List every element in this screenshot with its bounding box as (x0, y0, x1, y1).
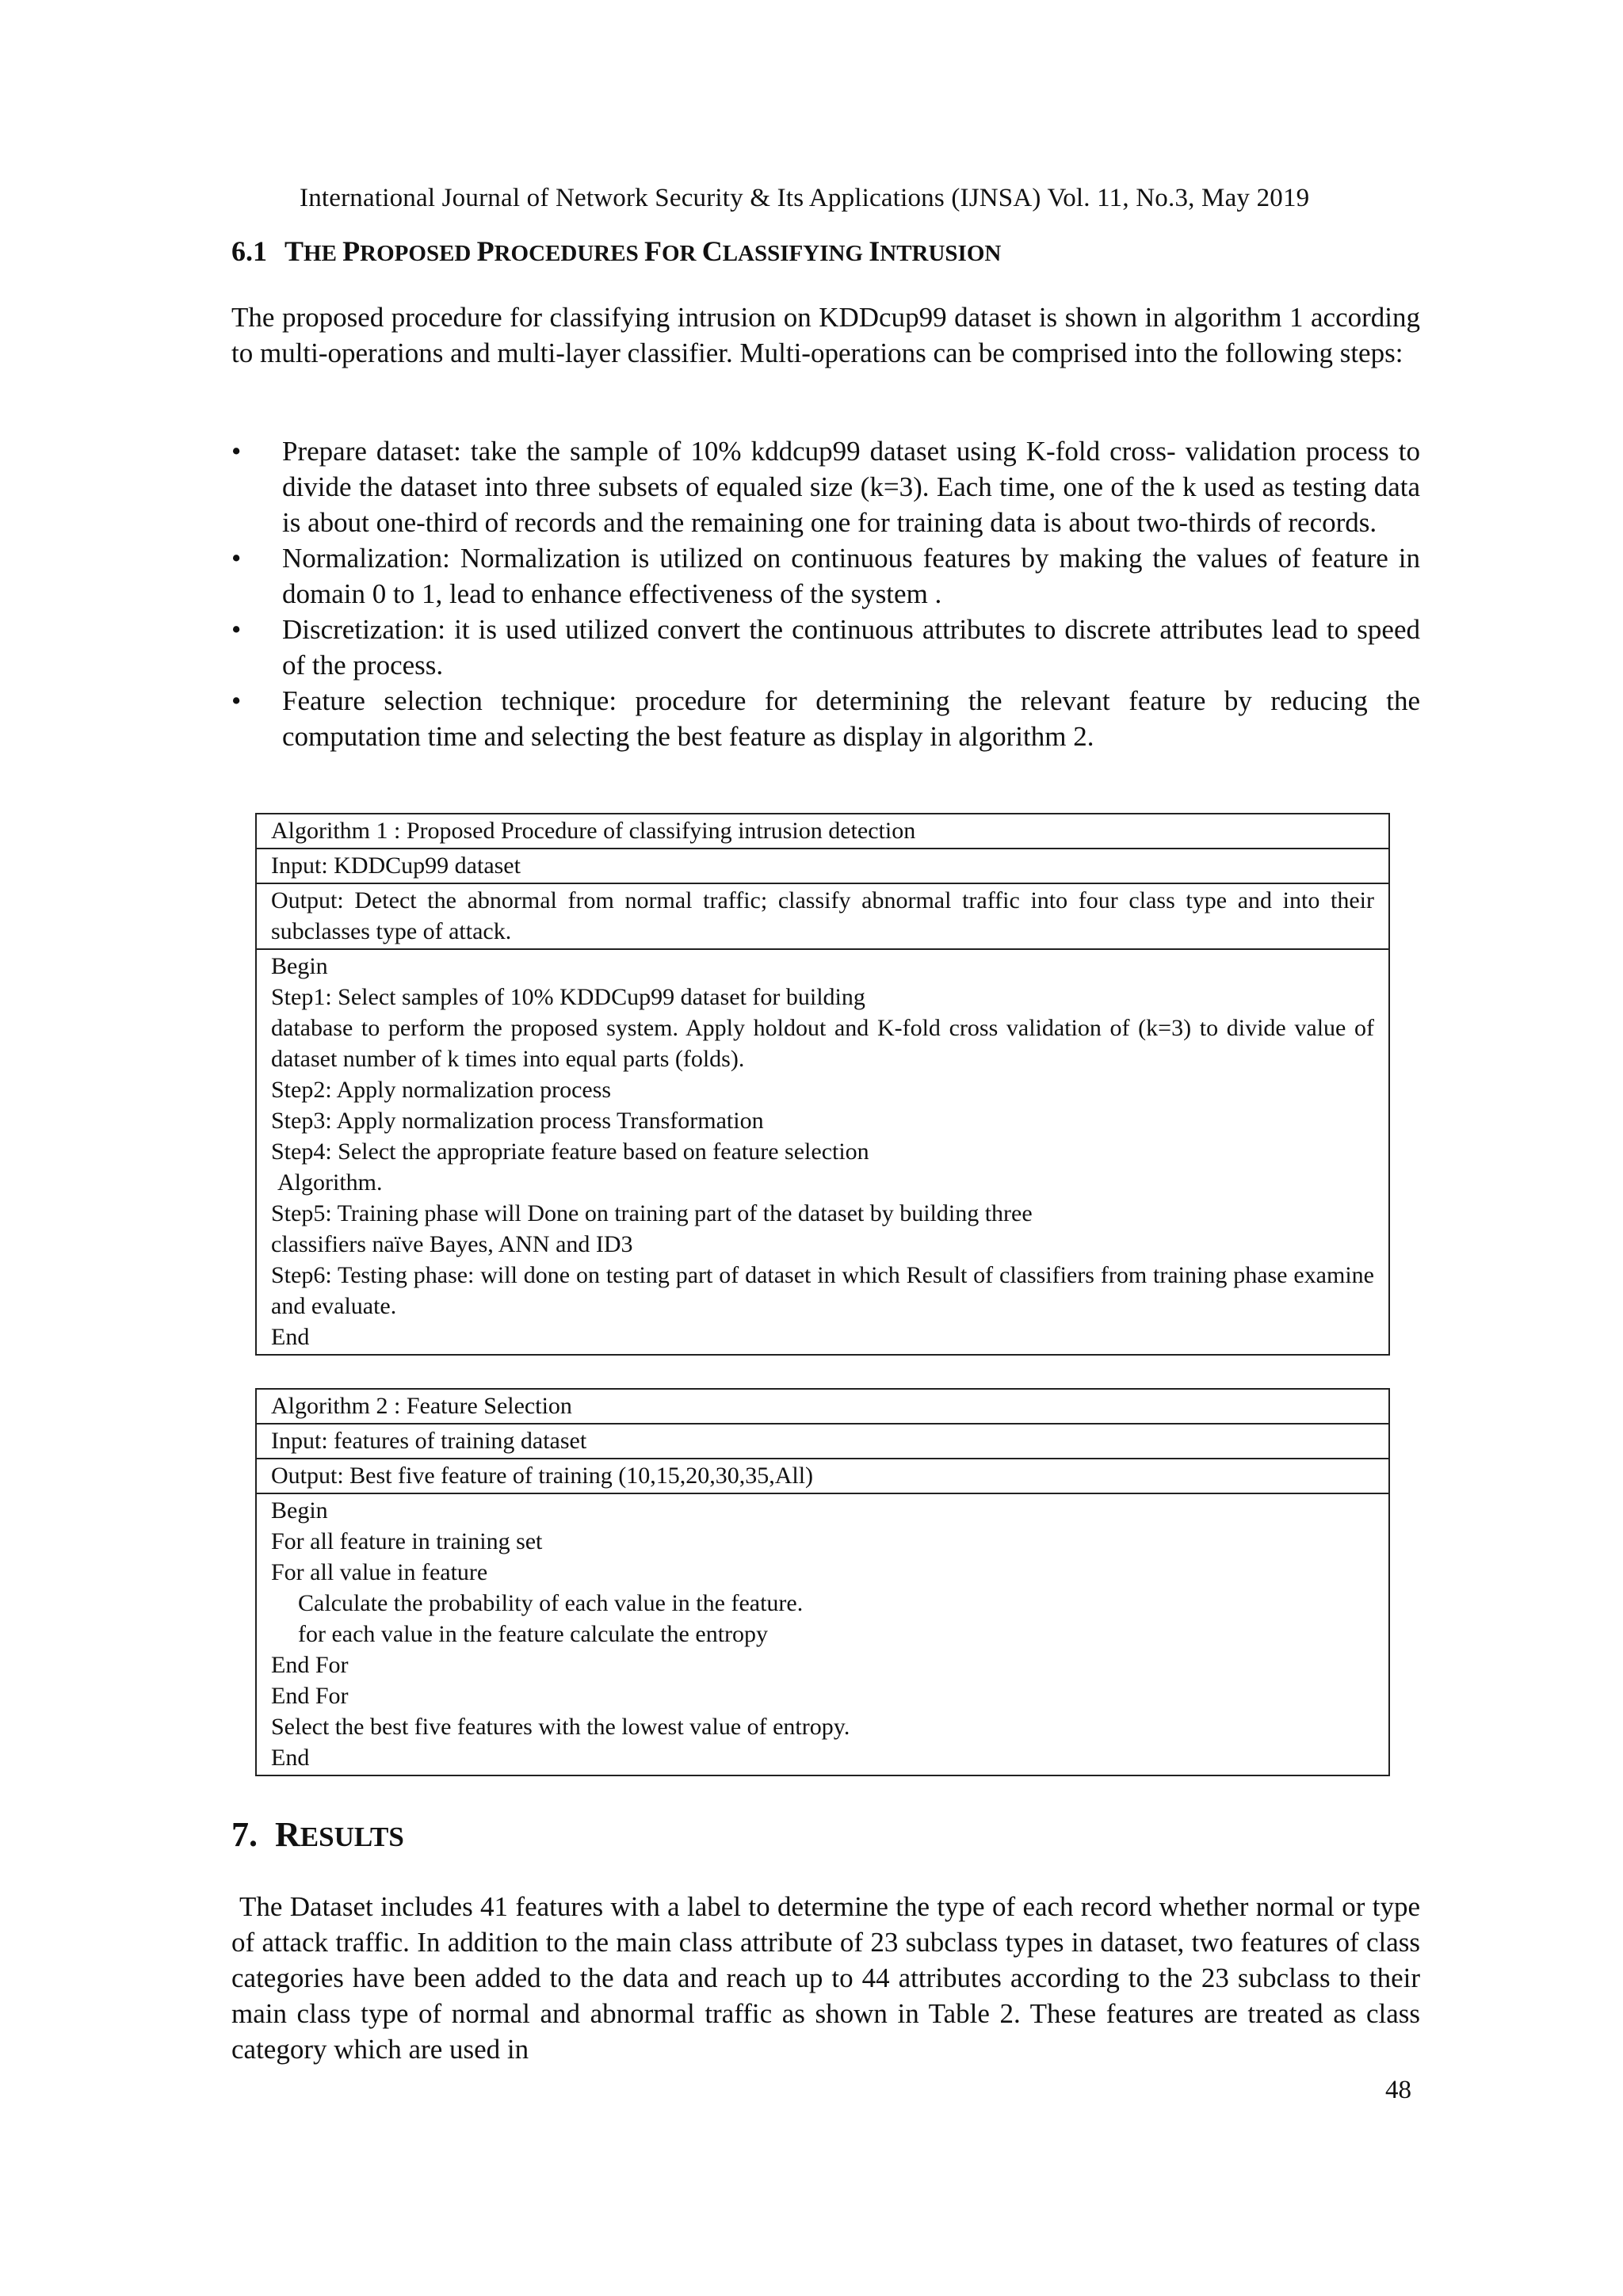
bullet-item-discretization: • Discretization: it is used utilized convert the continuous attributes to discrete attributes lead to speed of the process. (231, 612, 1420, 683)
section-number: 7. (231, 1815, 258, 1854)
algorithm-line: Calculate the probability of each value in the feature. (298, 1590, 804, 1616)
algorithm-line: For all feature in training set (271, 1528, 543, 1554)
algorithm-line: database to perform the proposed system. Apply holdout and K-fold cross validation of (k=3) to divide value of dataset number of k times into equal parts (folds). (271, 1015, 1374, 1072)
title-initial: I (869, 235, 880, 267)
algorithm-line: Step1: Select samples of 10% KDDCup99 dataset for building (271, 984, 865, 1010)
algorithm-2-input: Input: features of training dataset (256, 1424, 1389, 1459)
algorithm-line: Step4: Select the appropriate feature based on feature selection (271, 1138, 869, 1165)
steps-bullet-list (231, 433, 1420, 754)
algorithm-line: Select the best five features with the lowest value of entropy. (271, 1714, 850, 1740)
bullet-item-prepare-dataset: • Prepare dataset: take the sample of 10% kddcup99 dataset using K-fold cross- validation process to divide the dataset into three subsets of equaled size (k=3). Each time, one of the k used as testing data is about one-third of records and the remaining one for training data is about two-thirds of records. (231, 433, 1420, 540)
algorithm-line: Step2: Apply normalization process (271, 1077, 612, 1103)
title-initial: P (342, 235, 361, 267)
title-smallcaps: ROCEDURES (494, 241, 644, 266)
journal-header: International Journal of Network Security & Its Applications (IJNSA) Vol. 11, No.3, May 2019 (300, 184, 1310, 212)
algorithm-line: End For (271, 1683, 349, 1709)
bullet-icon: • (231, 685, 242, 716)
bullet-icon: • (231, 436, 242, 467)
title-initial: P (476, 235, 495, 267)
bullet-item-feature-selection: • Feature selection technique: procedure for determining the relevant feature by reducing the computation time and selecting the best feature as display in algorithm 2. (231, 683, 1420, 754)
title-smallcaps: HE (304, 241, 343, 266)
section-title (275, 1815, 404, 1854)
title-initial: F (643, 235, 662, 267)
page-number: 48 (1385, 2076, 1411, 2104)
title-initial: R (275, 1815, 300, 1854)
title-smallcaps: OR (661, 241, 702, 266)
bullet-item-normalization: • Normalization: Normalization is utilized on continuous features by making the values of feature in domain 0 to 1, lead to enhance effectiveness of the system . (231, 540, 1420, 612)
algorithm-line: End (271, 1324, 310, 1350)
algorithm-line: For all value in feature (271, 1559, 488, 1585)
title-initial: C (701, 235, 723, 267)
section-title (285, 235, 1001, 267)
title-initial: T (285, 235, 304, 267)
algorithm-2-title: Algorithm 2 : Feature Selection (256, 1389, 1389, 1424)
algorithm-2-box (255, 1388, 1390, 1776)
algorithm-line: Begin (271, 1497, 328, 1524)
algorithm-1-title: Algorithm 1 : Proposed Procedure of classifying intrusion detection (256, 814, 1389, 849)
title-smallcaps: ESULTS (300, 1821, 404, 1852)
algorithm-2-body (256, 1493, 1389, 1775)
algorithm-1-body (256, 949, 1389, 1355)
algorithm-line: classifiers naïve Bayes, ANN and ID3 (271, 1231, 633, 1257)
algorithm-line: Step6: Testing phase: will done on testing part of dataset in which Result of classifiers from training phase examine and evaluate. (271, 1262, 1374, 1319)
intro-paragraph: The proposed procedure for classifying intrusion on KDDcup99 dataset is shown in algorithm 1 according to multi-operations and multi-layer classifier. Multi-operations can be comprised into the following steps: (231, 302, 1420, 368)
section-number: 6.1 (231, 235, 267, 267)
section-heading-6-1 (231, 235, 1001, 268)
results-paragraph: The Dataset includes 41 features with a label to determine the type of each record whether normal or type of attack traffic. In addition to the main class attribute of 23 subclass types in dataset, two features of class categories have been added to the data and reach up to 44 attributes according to the 23 subclass to their main class type of normal and abnormal traffic as shown in Table 2. These features are treated as class category which are used in (231, 1891, 1420, 2065)
algorithm-line: Step5: Training phase will Done on training part of the dataset by building three (271, 1200, 1033, 1226)
title-smallcaps: LASSIFYING (722, 241, 869, 266)
title-smallcaps: NTRUSION (880, 241, 1002, 266)
algorithm-1-input: Input: KDDCup99 dataset (256, 849, 1389, 883)
section-heading-7 (231, 1814, 404, 1855)
bullet-icon: • (231, 543, 242, 574)
title-smallcaps: ROPOSED (360, 241, 477, 266)
algorithm-line: End For (271, 1652, 349, 1678)
algorithm-line: Begin (271, 953, 328, 979)
algorithm-2-output: Output: Best five feature of training (10,15,20,30,35,All) (256, 1459, 1389, 1493)
algorithm-line: Step3: Apply normalization process Transformation (271, 1108, 764, 1134)
algorithm-1-box (255, 813, 1390, 1356)
bullet-icon: • (231, 614, 242, 645)
algorithm-line: End (271, 1745, 310, 1771)
algorithm-line: for each value in the feature calculate the entropy (298, 1621, 769, 1647)
algorithm-1-output: Output: Detect the abnormal from normal traffic; classify abnormal traffic into four class type and into their subclasses type of attack. (256, 883, 1389, 949)
algorithm-line: Algorithm. (277, 1169, 383, 1196)
